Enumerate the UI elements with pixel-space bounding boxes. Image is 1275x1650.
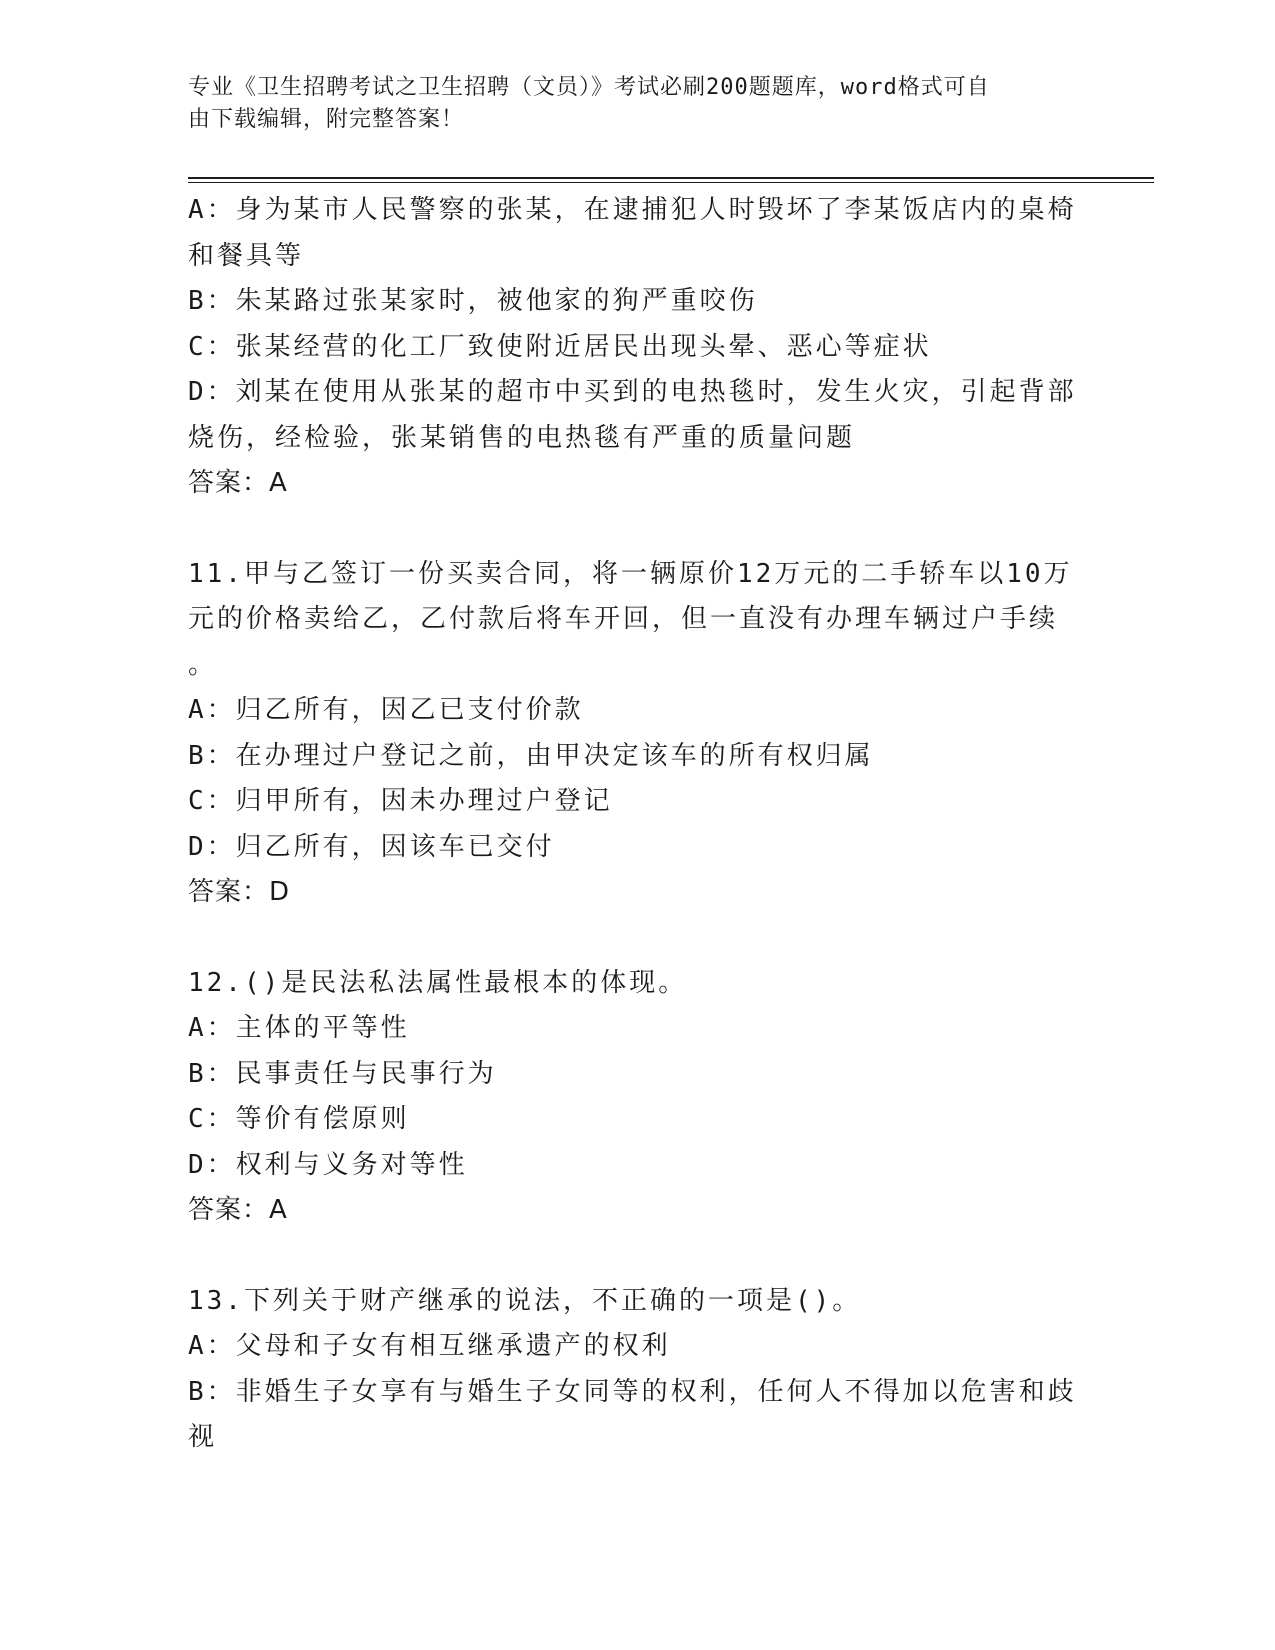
- spacer: [188, 916, 1088, 961]
- header-line-1: 专业《卫生招聘考试之卫生招聘（文员）》考试必刷200题题库，word格式可自: [188, 75, 990, 100]
- q10-option-a-line-2: 和餐具等: [188, 240, 305, 271]
- spacer: [188, 507, 1088, 552]
- q10-answer: 答案：A: [188, 468, 288, 498]
- q10-option-d-line-1: D：刘某在使用从张某的超市中买到的电热毯时，发生火灾，引起背部: [188, 377, 1077, 407]
- q11-stem-line-1: 11.甲与乙签订一份买卖合同，将一辆原价12万元的二手轿车以10万: [188, 558, 1073, 589]
- q12-option-b: B：民事责任与民事行为: [188, 1058, 497, 1089]
- header-line-2: 由下载编辑，附完整答案！: [188, 107, 465, 132]
- q10-option-d-line-2: 烧伤，经检验，张某销售的电热毯有严重的质量问题: [188, 422, 856, 453]
- question-11: [188, 552, 1088, 916]
- question-13: [188, 1279, 1088, 1461]
- q12-option-c: C：等价有偿原则: [188, 1104, 410, 1134]
- document-header: [188, 72, 1088, 136]
- q11-option-a: A：归乙所有，因乙已支付价款: [188, 695, 584, 725]
- q12-stem: 12.()是民法私法属性最根本的体现。: [188, 967, 688, 998]
- q11-option-d: D：归乙所有，因该车已交付: [188, 831, 555, 862]
- q11-stem-line-3: 。: [188, 649, 218, 680]
- spacer: [188, 1234, 1088, 1279]
- header-divider-thin: [188, 182, 1154, 183]
- q13-option-b-line-1: B：非婚生子女享有与婚生子女同等的权利，任何人不得加以危害和歧: [188, 1376, 1077, 1407]
- header-divider-thick: [188, 177, 1154, 179]
- q11-option-c: C：归甲所有，因未办理过户登记: [188, 786, 613, 816]
- question-10: [188, 188, 1088, 507]
- q13-stem: 13.下列关于财产继承的说法，不正确的一项是()。: [188, 1285, 862, 1316]
- q10-option-a-line-1: A：身为某市人民警察的张某，在逮捕犯人时毁坏了李某饭店内的桌椅: [188, 195, 1077, 225]
- question-12: [188, 961, 1088, 1234]
- q12-answer: 答案：A: [188, 1195, 288, 1225]
- q11-stem-line-2: 元的价格卖给乙，乙付款后将车开回，但一直没有办理车辆过户手续: [188, 604, 1059, 634]
- q12-option-d: D：权利与义务对等性: [188, 1149, 468, 1180]
- q13-option-b-line-2: 视: [188, 1422, 218, 1452]
- q10-option-c: C：张某经营的化工厂致使附近居民出现头晕、恶心等症状: [188, 331, 932, 362]
- q13-option-a: A：父母和子女有相互继承遗产的权利: [188, 1331, 671, 1361]
- q10-option-b: B：朱某路过张某家时，被他家的狗严重咬伤: [188, 286, 758, 316]
- question-list: [188, 188, 1088, 1461]
- q12-option-a: A：主体的平等性: [188, 1013, 410, 1043]
- q11-answer: 答案：D: [188, 877, 291, 907]
- q11-option-b: B：在办理过户登记之前，由甲决定该车的所有权归属: [188, 740, 874, 771]
